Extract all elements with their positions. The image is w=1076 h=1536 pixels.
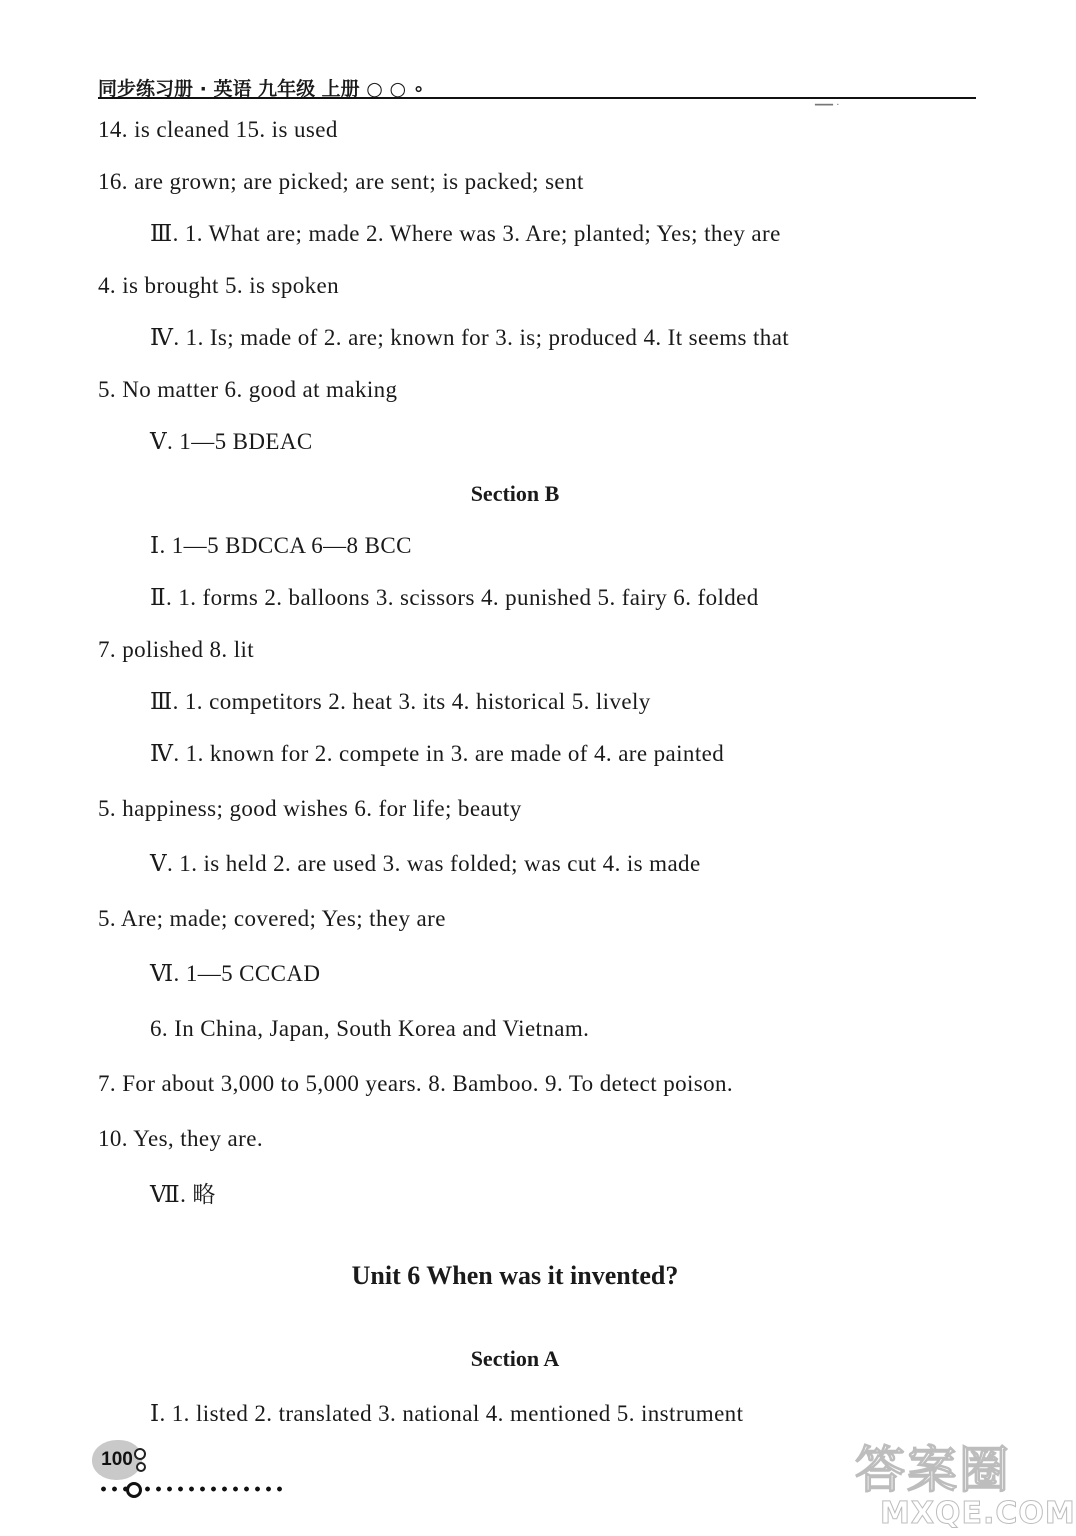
answer-line: 6. In China, Japan, South Korea and Vietnam. (150, 1016, 590, 1041)
footer-ring-icon (126, 1482, 142, 1498)
header-mark: ━━━ · (815, 100, 840, 111)
answer-line: Ⅱ. 1. forms 2. balloons 3. scissors 4. punished 5. fairy 6. folded (150, 585, 759, 610)
page-number-badge: 100 (92, 1440, 142, 1480)
watermark-url: MXQE.COM (880, 1496, 1076, 1531)
badge-bubble-icon (136, 1462, 146, 1472)
answer-line: 7. polished 8. lit (98, 637, 255, 662)
answer-line: 16. are grown; are picked; are sent; is packed; sent (98, 169, 584, 194)
answer-line: 4. is brought 5. is spoken (98, 273, 340, 298)
answer-line: 5. Are; made; covered; Yes; they are (98, 906, 446, 931)
answer-line: 7. For about 3,000 to 5,000 years. 8. Bamboo. 9. To detect poison. (98, 1071, 734, 1096)
watermark-text: 答案圈 (855, 1441, 1011, 1499)
answer-line: 5. happiness; good wishes 6. for life; beauty (98, 796, 522, 821)
running-header: 同步练习册 · 英语 九年级 上册 ○ ○ ∘ (98, 78, 425, 100)
section-a-heading: Section A (470, 1346, 560, 1371)
answer-line: Ⅴ. 1. is held 2. are used 3. was folded; was cut 4. is made (150, 851, 701, 876)
answer-line: Ⅳ. 1. known for 2. compete in 3. are made of 4. are painted (150, 741, 725, 766)
answer-line: Ⅴ. 1—5 BDEAC (150, 429, 313, 454)
answer-line: Ⅵ. 1—5 CCCAD (150, 961, 321, 986)
answer-line: 5. No matter 6. good at making (98, 377, 398, 402)
answer-line: Ⅶ. 略 (150, 1182, 216, 1207)
answer-line: Ⅲ. 1. competitors 2. heat 3. its 4. historical 5. lively (150, 689, 651, 714)
answer-line: Ⅰ. 1—5 BDCCA 6—8 BCC (150, 533, 412, 558)
answer-line: 10. Yes, they are. (98, 1126, 263, 1151)
header-rule (98, 97, 976, 99)
answer-line: Ⅲ. 1. What are; made 2. Where was 3. Are; planted; Yes; they are (150, 221, 781, 246)
answer-line: Ⅰ. 1. listed 2. translated 3. national 4. mentioned 5. instrument (150, 1401, 744, 1426)
unit-6-heading: Unit 6 When was it invented? (351, 1261, 679, 1290)
section-b-heading: Section B (470, 481, 560, 506)
answer-line: 14. is cleaned 15. is used (98, 117, 338, 142)
badge-bubble-icon (134, 1448, 146, 1460)
site-watermark (850, 1430, 1076, 1536)
answer-line: Ⅳ. 1. Is; made of 2. are; known for 3. is; produced 4. It seems that (150, 325, 790, 350)
